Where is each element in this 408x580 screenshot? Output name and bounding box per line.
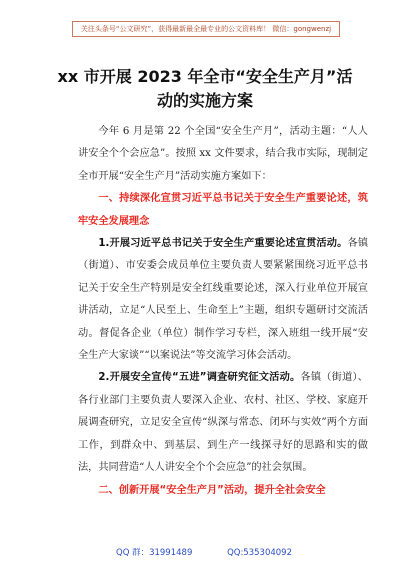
footer-qq-group: QQ 群：31991489 [116,548,193,558]
document-title-line-1: xx 市开展 2023 年全市“安全生产月”活 [57,67,353,86]
item-2-paragraph [78,367,368,479]
top-banner: 关注头条号“公文研究”，获得最新最全最专业的公文资料库！ 微信：gongwenzj [72,21,340,37]
section-heading-1: 一、持续深化宣贯习近平总书记关于安全生产重要论述，筑牢安全发展理念 [78,193,368,227]
document-title-line-2: 动的实施方案 [156,91,253,110]
document-body [78,121,368,502]
item-2-body: 各镇（街道）、各行业部门主要负责人要深入企业、农村、社区、学校、家庭开展调查研究，立足安全宣传“纵深与常态、闭环与实效”两个方面工作，到群众中、到基层、到生产一线探寻好的思路和实的做法，共同营造“人人讲安全个个会应急”的社会氛围。 [78,372,368,474]
intro-paragraph: 今年 6 月是第 22 个全国“安全生产月”，活动主题：“人人讲安全个个会应急”。按照 xx 文件要求，结合我市实际，现制定全市开展“安全生产月”活动实施方案如下： [78,126,368,182]
footer-contact [0,546,408,558]
item-1-heading: 1.开展习近平总书记关于安全生产重要论述宣贯活动。 [98,238,348,250]
footer-qq: QQ:535304092 [227,548,292,558]
section-heading-2: 二、创新开展“安全生产月”活动，提升全社会安全 [98,484,326,496]
item-2-heading: 2.开展安全宣传“五进”调查研究征文活动。 [98,372,301,384]
item-1-body: 各镇（街道）、市安委会成员单位主要负责人要紧紧围绕习近平总书记关于安全生产特别是安全红线重要论述，深入行业单位开展宣讲活动，立足“人民至上、生命至上”主题，组织专题研讨交流活动。督促各企业（单位）制作学习专栏，深入班组一线开展“安全生产大家谈”“以案说法”等交流学习体会活动。 [78,238,369,362]
item-1-paragraph [78,233,368,367]
